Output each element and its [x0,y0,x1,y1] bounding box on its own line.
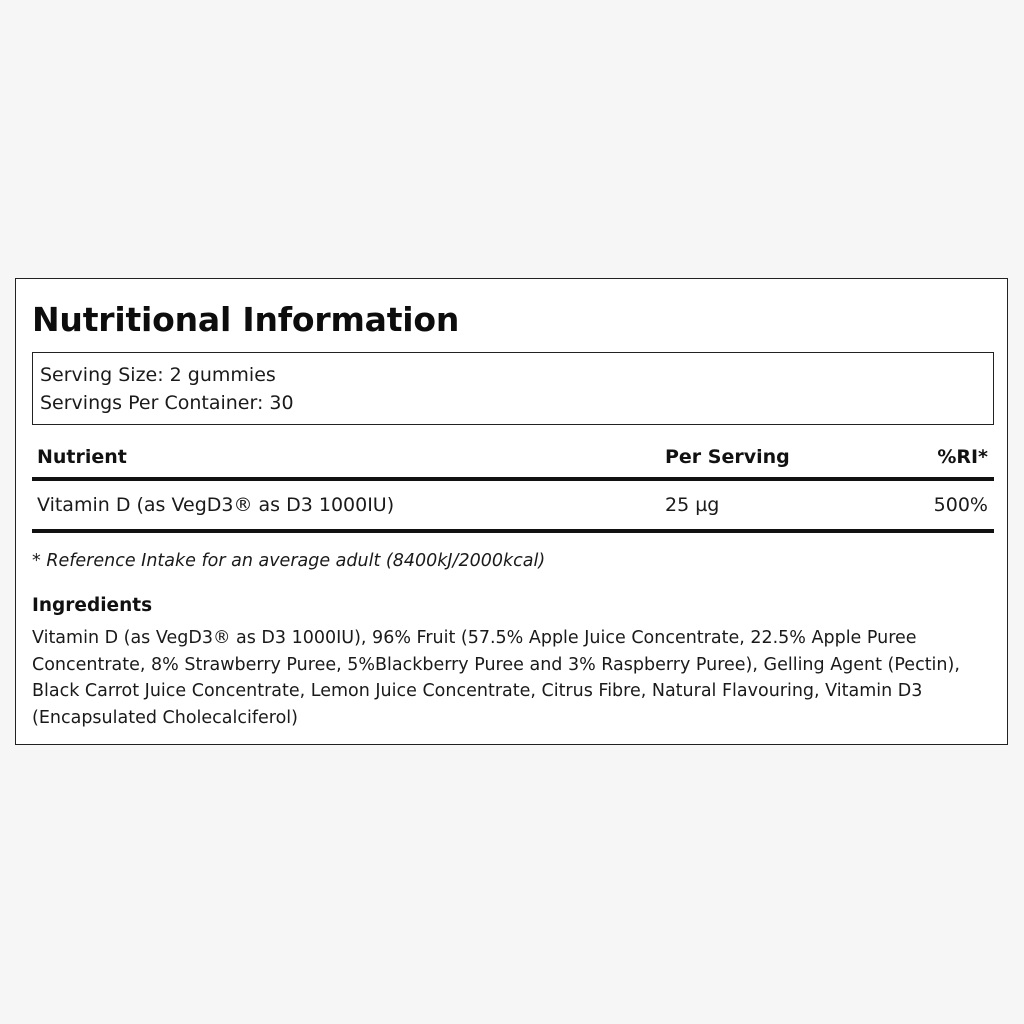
header-ri: %RI* [937,446,988,468]
ri-value: 500% [933,494,988,516]
ingredients-heading: Ingredients [32,595,153,616]
nutrient-table [32,437,994,533]
label-title: Nutritional Information [32,300,460,339]
header-nutrient: Nutrient [37,446,127,468]
per-serving-value: 25 µg [665,494,720,516]
serving-info-box [32,352,994,425]
ri-footnote: * Reference Intake for an average adult (8400kJ/2000kcal) [32,551,546,571]
ingredients-text: Vitamin D (as VegD3® as D3 1000IU), 96% Fruit (57.5% Apple Juice Concentrate, 22.5% Apple Puree Concentrate, 8% Strawberry Puree, 5%Blackberry Puree and 3% Raspberry Puree), Gelling Agent (Pectin), Black Carrot Juice Concentrate, Lemon Juice Concentrate, Citrus Fibre, Natural Flavouring, Vitamin D3 (Encapsulated Cholecalciferol) [32,628,960,728]
table-row [32,481,994,529]
header-per-serving: Per Serving [665,446,790,468]
table-bottom-divider [32,529,994,533]
nutrition-label-panel [15,278,1008,745]
serving-size: Serving Size: 2 gummies [40,364,276,386]
table-header-row [32,437,994,477]
servings-per-container: Servings Per Container: 30 [40,392,294,414]
nutrient-name: Vitamin D (as VegD3® as D3 1000IU) [37,494,395,516]
